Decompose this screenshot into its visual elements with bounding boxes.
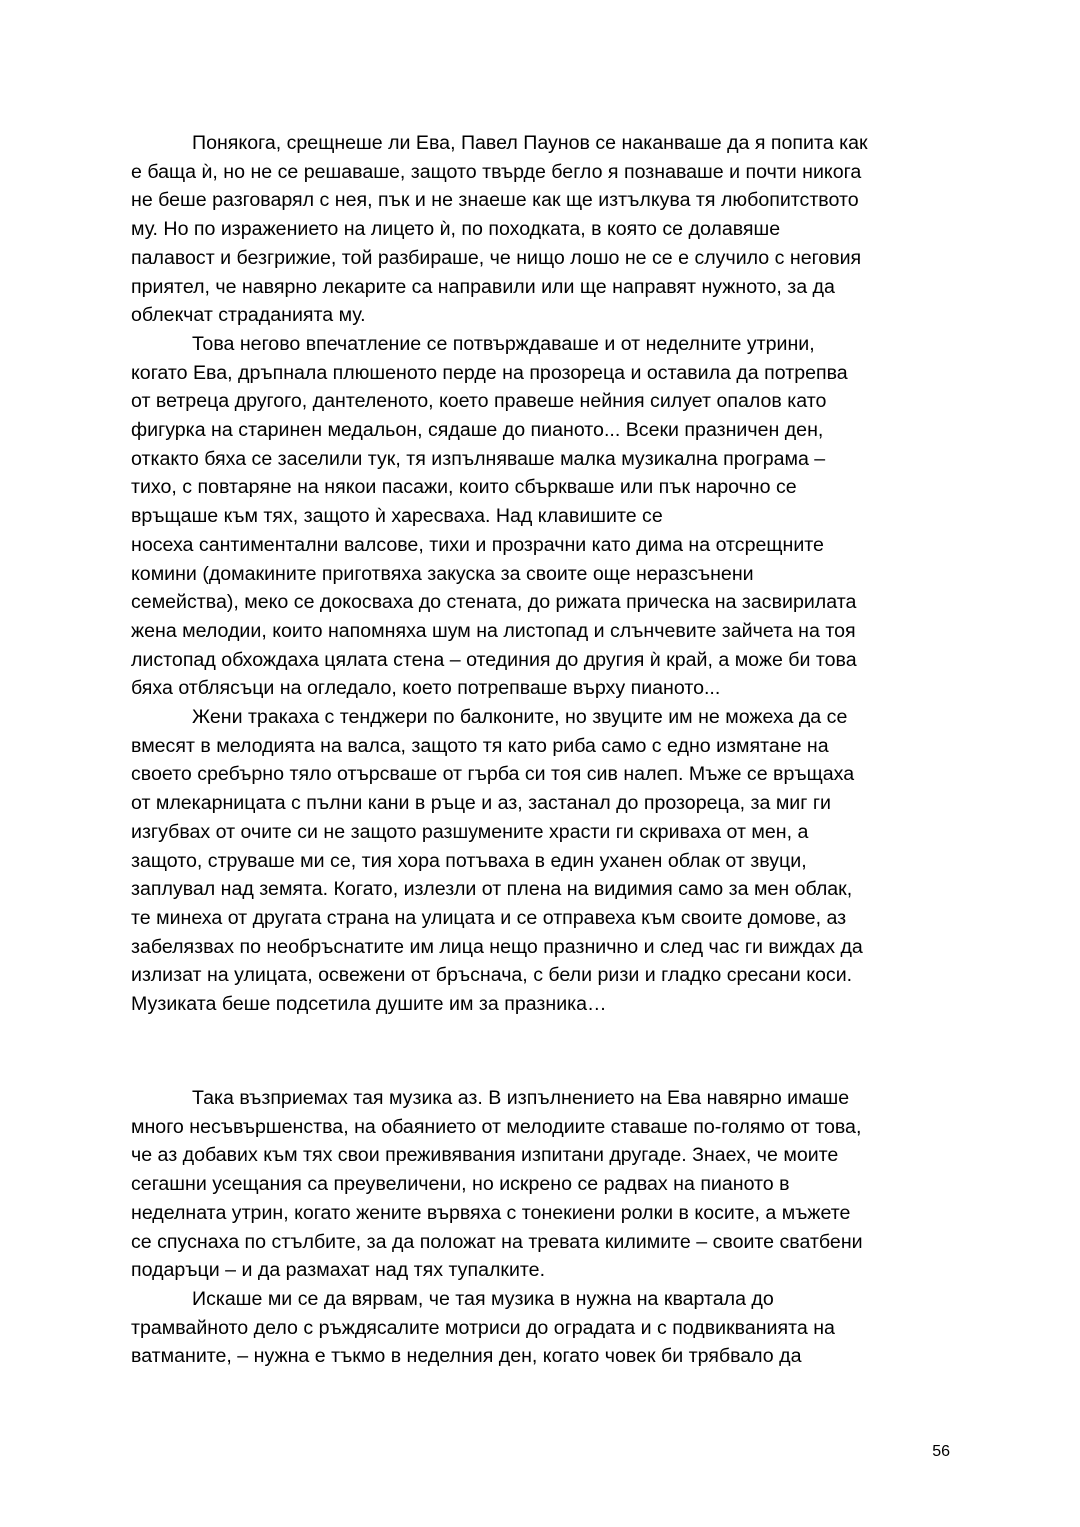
paragraph-line: сегашни усещания са преувеличени, но искрено се радвах на пианото в	[131, 1173, 790, 1196]
paragraph-line: вмесят в мелодията на валса, защото тя като риба само с едно измятане на	[131, 734, 829, 757]
paragraph-line: фигурка на старинен медальон, сядаше до пианото... Всеки празничен ден,	[131, 419, 824, 442]
paragraph-5	[131, 1285, 951, 1371]
paragraph-4	[131, 1084, 951, 1285]
paragraph-line: защото, струваше ми се, тия хора потъваха в един уханен облак от звуци,	[131, 849, 807, 872]
paragraph-line: му. Но по изражението на лицето ѝ, по походката, в която се долавяше	[131, 218, 781, 241]
paragraph-line: се спуснаха по стълбите, за да положат на тревата килимите – своите сватбени	[131, 1230, 863, 1253]
paragraph-line: от ветреца другого, дантеленото, което правеше нейния силует опалов като	[131, 390, 827, 413]
paragraph-line: облекчат страданията му.	[131, 304, 366, 327]
text-block-lower	[131, 1084, 951, 1371]
page-number: 56	[932, 1443, 950, 1460]
paragraph-line: трамвайното дело с ръждясалите мотриси до оградата и с подвикванията на	[131, 1316, 835, 1339]
paragraph-3	[131, 703, 951, 1019]
paragraph-line: от млекарницата с пълни кани в ръце и аз, застанал до прозореца, за миг ги	[131, 792, 831, 815]
paragraph-line: не беше разговарял с нея, пък и не знаеше как ще изтълкува тя любопитството	[131, 189, 859, 212]
paragraph-line: неделната утрин, когато жените вървяха с тонекиени ролки в косите, а мъжете	[131, 1201, 851, 1224]
paragraph-line: е баща ѝ, но не се решаваше, защото твърде бегло я познаваше и почти никога	[131, 160, 862, 183]
paragraph-line: палавост и безгрижие, той разбираше, че нищо лошо не се е случило с неговия	[131, 246, 862, 269]
paragraph-1	[131, 129, 951, 330]
paragraph-line: Жени тракаха с тенджери по балконите, но звуците им не можеха да се	[192, 706, 848, 729]
paragraph-line: Това негово впечатление се потвърждаваше и от неделните утрини,	[192, 332, 815, 355]
paragraph-line: Така възприемах тая музика аз. В изпълнението на Ева навярно имаше	[192, 1087, 850, 1109]
paragraph-line: че аз добавих към тях свои преживявания изпитани другаде. Знаех, че моите	[131, 1144, 839, 1167]
paragraph-line: приятел, че навярно лекарите са направили или ще направят нужното, за да	[131, 275, 835, 298]
paragraph-line: много несъвършенства, на обаянието от мелодиите ставаше по-голямо от това,	[131, 1115, 862, 1138]
paragraph-line: забелязвах по необръснатите им лица нещо празнично и след час ги виждах да	[131, 935, 863, 958]
paragraph-line: бяха отблясъци на огледало, което потрепваше върху пианото...	[131, 677, 721, 700]
paragraph-line: Понякога, срещнеше ли Ева, Павел Паунов се наканваше да я попита как	[192, 132, 868, 154]
paragraph-line: когато Ева, дръпнала плюшеното перде на прозореца и оставила да потрепва	[131, 361, 848, 384]
paragraph-2	[131, 330, 951, 703]
paragraph-line: листопад обхождаха цялата стена – отединия до другия ѝ край, а може би това	[131, 648, 857, 671]
paragraph-line: те минеха от другата страна на улицата и се отправеха към своите домове, аз	[131, 906, 847, 929]
paragraph-line: подаръци – и да размахат над тях тупалките.	[131, 1259, 546, 1282]
paragraph-line: носеха сантиментални валсове, тихи и прозрачни като дима на отсрещните	[131, 533, 824, 556]
paragraph-line: изгубвах от очите си не защото разшумените храсти ги скриваха от мен, а	[131, 820, 809, 843]
paragraph-line: излизат на улицата, освежени от бръснача, с бели ризи и гладко сресани коси.	[131, 964, 853, 987]
paragraph-line: семейства), меко се докосваха до стената, до рижата прическа на засвирилата	[131, 591, 857, 614]
text-block-upper	[131, 129, 951, 1019]
paragraph-line: тихо, с повтаряне на някои пасажи, които сбъркваше или пък нарочно се	[131, 476, 797, 499]
paragraph-line: ватманите, – нужна е тъкмо в неделния ден, когато човек би трябвало да	[131, 1345, 802, 1368]
paragraph-line: заплувал над земята. Когато, излезли от плена на видимия само за мен облак,	[131, 878, 853, 901]
paragraph-line: Музиката беше подсетила душите им за празника…	[131, 993, 607, 1016]
paragraph-line: своето сребърно тяло отърсваше от гърба си тоя сив налеп. Мъже се връщаха	[131, 763, 855, 786]
paragraph-line: откакто бяха се заселили тук, тя изпълняваше малка музикална програма –	[131, 447, 826, 470]
paragraph-line: Искаше ми се да вярвам, че тая музика в нужна на квартала до	[192, 1287, 774, 1310]
paragraph-line: жена мелодии, които напомняха шум на листопад и слънчевите зайчета на тоя	[131, 619, 856, 642]
paragraph-line: връщаше към тях, защото ѝ харесваха. Над клавишите се	[131, 505, 663, 528]
paragraph-line: комини (домакините приготвяха закуска за своите още неразсънени	[131, 562, 754, 585]
